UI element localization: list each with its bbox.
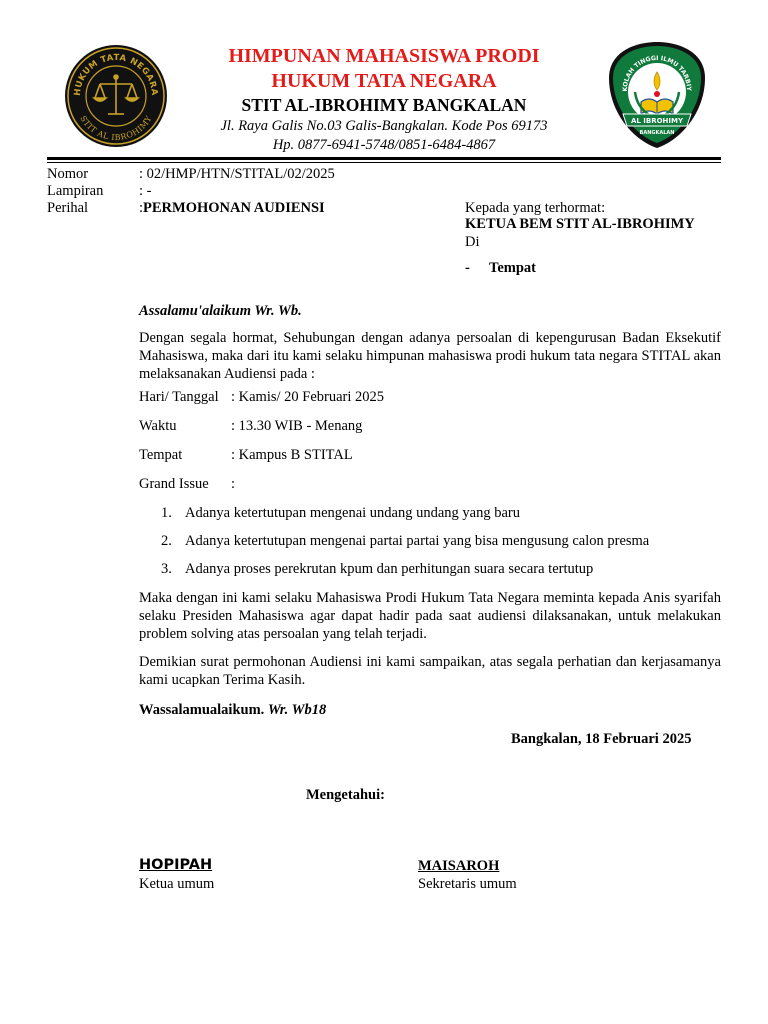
stit-logo-bottom-text: BANGKALAN	[639, 130, 675, 136]
nomor-value: : 02/HMP/HTN/STITAL/02/2025	[139, 166, 335, 182]
paragraph-3: Demikian surat permohonan Audiensi ini kami sampaikan, atas segala perhatian dan kerjasamanya kami ucapkan Terima Kasih.	[139, 654, 721, 688]
perihal-colon: :	[139, 200, 144, 216]
detail-value: : Kamis/ 20 Februari 2025	[231, 389, 385, 405]
header-rule-thick	[47, 157, 721, 160]
greeting: Assalamu'alaikum Wr. Wb.	[139, 303, 302, 319]
detail-value: :	[231, 476, 236, 492]
school-name: STIT AL-IBROHIMY BANGKALAN	[241, 95, 527, 115]
detail-label: Waktu	[139, 418, 177, 434]
detail-value: : Kampus B STITAL	[231, 447, 353, 463]
detail-label: Tempat	[139, 447, 183, 463]
stit-logo-top-text: KOLAH TINGGI ILMU TARBIY	[621, 54, 693, 92]
signatory-1-name: HOPIPAH	[139, 857, 213, 873]
address: Jl. Raya Galis No.03 Galis-Bangkalan. Kode Pos 69173	[220, 118, 548, 134]
org-name-line2: HUKUM TATA NEGARA	[271, 70, 497, 92]
paragraph-1: Dengan segala hormat, Sehubungan dengan adanya persoalan di kepengurusan Badan Eksekutif Mahasiswa, maka dari itu kami selaku himpunan mahasiswa prodi hukum tata negara STITAL akan melaksanakan Audiensi pada :	[139, 330, 721, 382]
lampiran-label: Lampiran	[47, 183, 104, 199]
signatory-2-name: MAISAROH	[418, 858, 500, 874]
nomor-label: Nomor	[47, 166, 89, 182]
mengetahui: Mengetahui:	[306, 787, 385, 803]
stit-logo-banner-text: AL IBROHIMY	[630, 117, 684, 125]
detail-label: Grand Issue	[139, 476, 209, 492]
recipient-di: Di	[465, 234, 480, 250]
header-rule-thin	[47, 162, 721, 163]
issue-text: Adanya ketertutupan mengenai undang undang yang baru	[185, 505, 521, 521]
issue-text: Adanya proses perekrutan kpum dan perhitungan suara secara tertutup	[185, 561, 594, 577]
recipient-place: Tempat	[489, 260, 536, 276]
phone: Hp. 0877-6941-5748/0851-6484-4867	[272, 137, 496, 153]
paragraph-2: Maka dengan ini kami selaku Mahasiswa Prodi Hukum Tata Negara meminta kepada Anis syarifah selaku Presiden Mahasiswa agar dapat hadir pada saat audiensi dilaksanakan, untuk melakukan problem solving atas persoalan yang telah terjadi.	[139, 590, 721, 642]
signatory-2-role: Sekretaris umum	[418, 876, 517, 892]
detail-value: : 13.30 WIB - Menang	[231, 418, 363, 434]
issue-text: Adanya ketertutupan mengenai partai partai yang bisa mengusung calon presma	[185, 533, 650, 549]
perihal-label: Perihal	[47, 200, 89, 216]
perihal-value: PERMOHONAN AUDIENSI	[143, 200, 325, 216]
perihal-row	[139, 200, 325, 217]
recipient-name: KETUA BEM STIT AL-IBROHIMY	[465, 216, 695, 232]
org-name-line1: HIMPUNAN MAHASISWA PRODI	[228, 45, 540, 67]
issue-number: 3.	[161, 561, 172, 577]
lampiran-value: : -	[139, 183, 152, 199]
recipient-dash: -	[465, 260, 470, 276]
recipient-intro: Kepada yang terhormat:	[465, 200, 606, 216]
closing	[139, 702, 326, 719]
closing-italic: Wr. Wb18	[267, 702, 327, 718]
signatory-1-role: Ketua umum	[139, 876, 215, 892]
detail-label: Hari/ Tanggal	[139, 389, 219, 405]
htn-logo-top-text: HUKUM TATA NEGARA	[72, 52, 160, 97]
htn-logo-bottom-text: STIT AL IBROHIMY	[78, 114, 154, 143]
closing-bold: Wassalamualaikum.	[139, 702, 265, 718]
issue-number: 1.	[161, 505, 172, 521]
place-date: Bangkalan, 18 Februari 2025	[511, 731, 692, 747]
issue-number: 2.	[161, 533, 172, 549]
